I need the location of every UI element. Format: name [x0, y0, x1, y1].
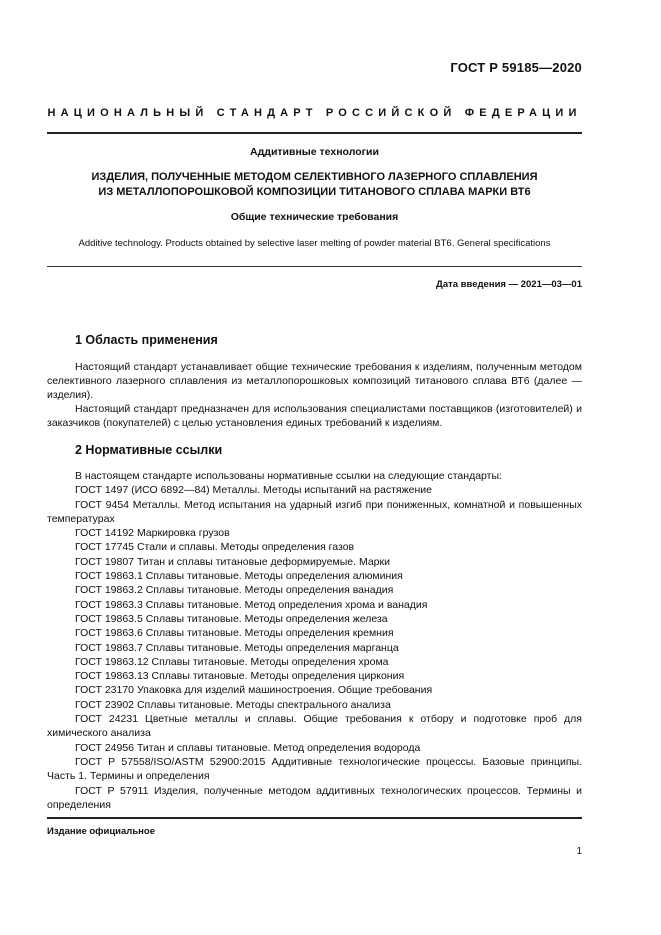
reference-item: ГОСТ 19863.12 Сплавы титановые. Методы определения хрома [75, 655, 389, 668]
reference-item: ГОСТ 9454 Металлы. Метод испытания на ударный изгиб при пониженных, комнатной и повышенных температурах [47, 498, 582, 525]
main-title-line2: ИЗ МЕТАЛЛОПОРОШКОВОЙ КОМПОЗИЦИИ ТИТАНОВОГО СПЛАВА МАРКИ ВТ6 [98, 186, 531, 198]
section1-heading: 1 Область применения [75, 333, 218, 347]
reference-item: ГОСТ 23170 Упаковка для изделий машиностроения. Общие требования [75, 684, 433, 697]
title-rule [47, 266, 582, 267]
reference-item: ГОСТ 19863.13 Сплавы титановые. Методы определения циркония [75, 670, 405, 683]
references-list [47, 469, 582, 812]
title-subtitle: Аддитивные технологии [250, 146, 379, 158]
english-title: Additive technology. Products obtained by selective laser melting of powder material BT6. General specifications [78, 238, 551, 249]
main-title [47, 170, 582, 200]
reference-item: ГОСТ 24231 Цветные металлы и сплавы. Общие требования к отбору и подготовке проб для химического анализа [47, 713, 582, 740]
reference-item: ГОСТ 24956 Титан и сплавы титановые. Метод определения водорода [75, 741, 421, 754]
footer-rule [47, 817, 582, 819]
main-title-line1: ИЗДЕЛИЯ, ПОЛУЧЕННЫЕ МЕТОДОМ СЕЛЕКТИВНОГО ЛАЗЕРНОГО СПЛАВЛЕНИЯ [91, 171, 538, 183]
reference-item: ГОСТ 23902 Сплавы титановые. Методы спектрального анализа [75, 698, 391, 711]
reference-item: ГОСТ 19863.3 Сплавы титановые. Метод определения хрома и ванадия [75, 598, 428, 611]
reference-item: ГОСТ 19863.7 Сплавы титановые. Методы определения марганца [75, 641, 399, 654]
reference-item: ГОСТ 19863.6 Сплавы титановые. Методы определения кремния [75, 627, 394, 640]
references-intro: В настоящем стандарте использованы нормативные ссылки на следующие стандарты: [75, 470, 502, 482]
reference-item: ГОСТ 1497 (ИСО 6892—84) Металлы. Методы испытаний на растяжение [75, 484, 432, 497]
reference-item: ГОСТ 19863.1 Сплавы титановые. Методы определения алюминия [75, 570, 403, 583]
reference-item: ГОСТ 14192 Маркировка грузов [75, 527, 230, 540]
national-standard-banner: НАЦИОНАЛЬНЫЙ СТАНДАРТ РОССИЙСКОЙ ФЕДЕРАЦИИ [47, 107, 582, 119]
page-number: 1 [576, 846, 582, 857]
header-rule [47, 132, 582, 134]
reference-item: ГОСТ 19863.2 Сплавы титановые. Методы определения ванадия [75, 584, 394, 597]
title-requirements: Общие технические требования [230, 211, 399, 223]
document-number: ГОСТ Р 59185—2020 [450, 60, 582, 75]
section1-body [47, 360, 582, 430]
reference-item: ГОСТ 19863.5 Сплавы титановые. Методы определения железа [75, 612, 388, 625]
introduction-date: Дата введения — 2021—03—01 [436, 279, 582, 290]
section2-heading: 2 Нормативные ссылки [75, 443, 223, 457]
section1-paragraph: Настоящий стандарт предназначен для использования специалистами поставщиков (изготовителей) и заказчиков (покупателей) с целью установления единых требований к изделиям. [47, 403, 582, 429]
reference-item: ГОСТ 17745 Стали и сплавы. Методы определения газов [75, 541, 355, 554]
reference-item: ГОСТ Р 57558/ISO/ASTM 52900:2015 Аддитивные технологические процессы. Базовые принципы. Часть 1. Термины и определения [47, 755, 582, 783]
reference-item: ГОСТ 19807 Титан и сплавы титановые деформируемые. Марки [75, 555, 390, 568]
reference-item: ГОСТ Р 57911 Изделия, полученные методом аддитивных технологических процессов. Термины и определения [47, 784, 582, 811]
section1-paragraph: Настоящий стандарт устанавливает общие технические требования к изделиям, полученным методом селективного лазерного сплавления из металлопорошковых композиций титанового сплава ВТ6 (далее — изделия). [47, 361, 582, 401]
official-edition-label: Издание официальное [47, 826, 155, 837]
